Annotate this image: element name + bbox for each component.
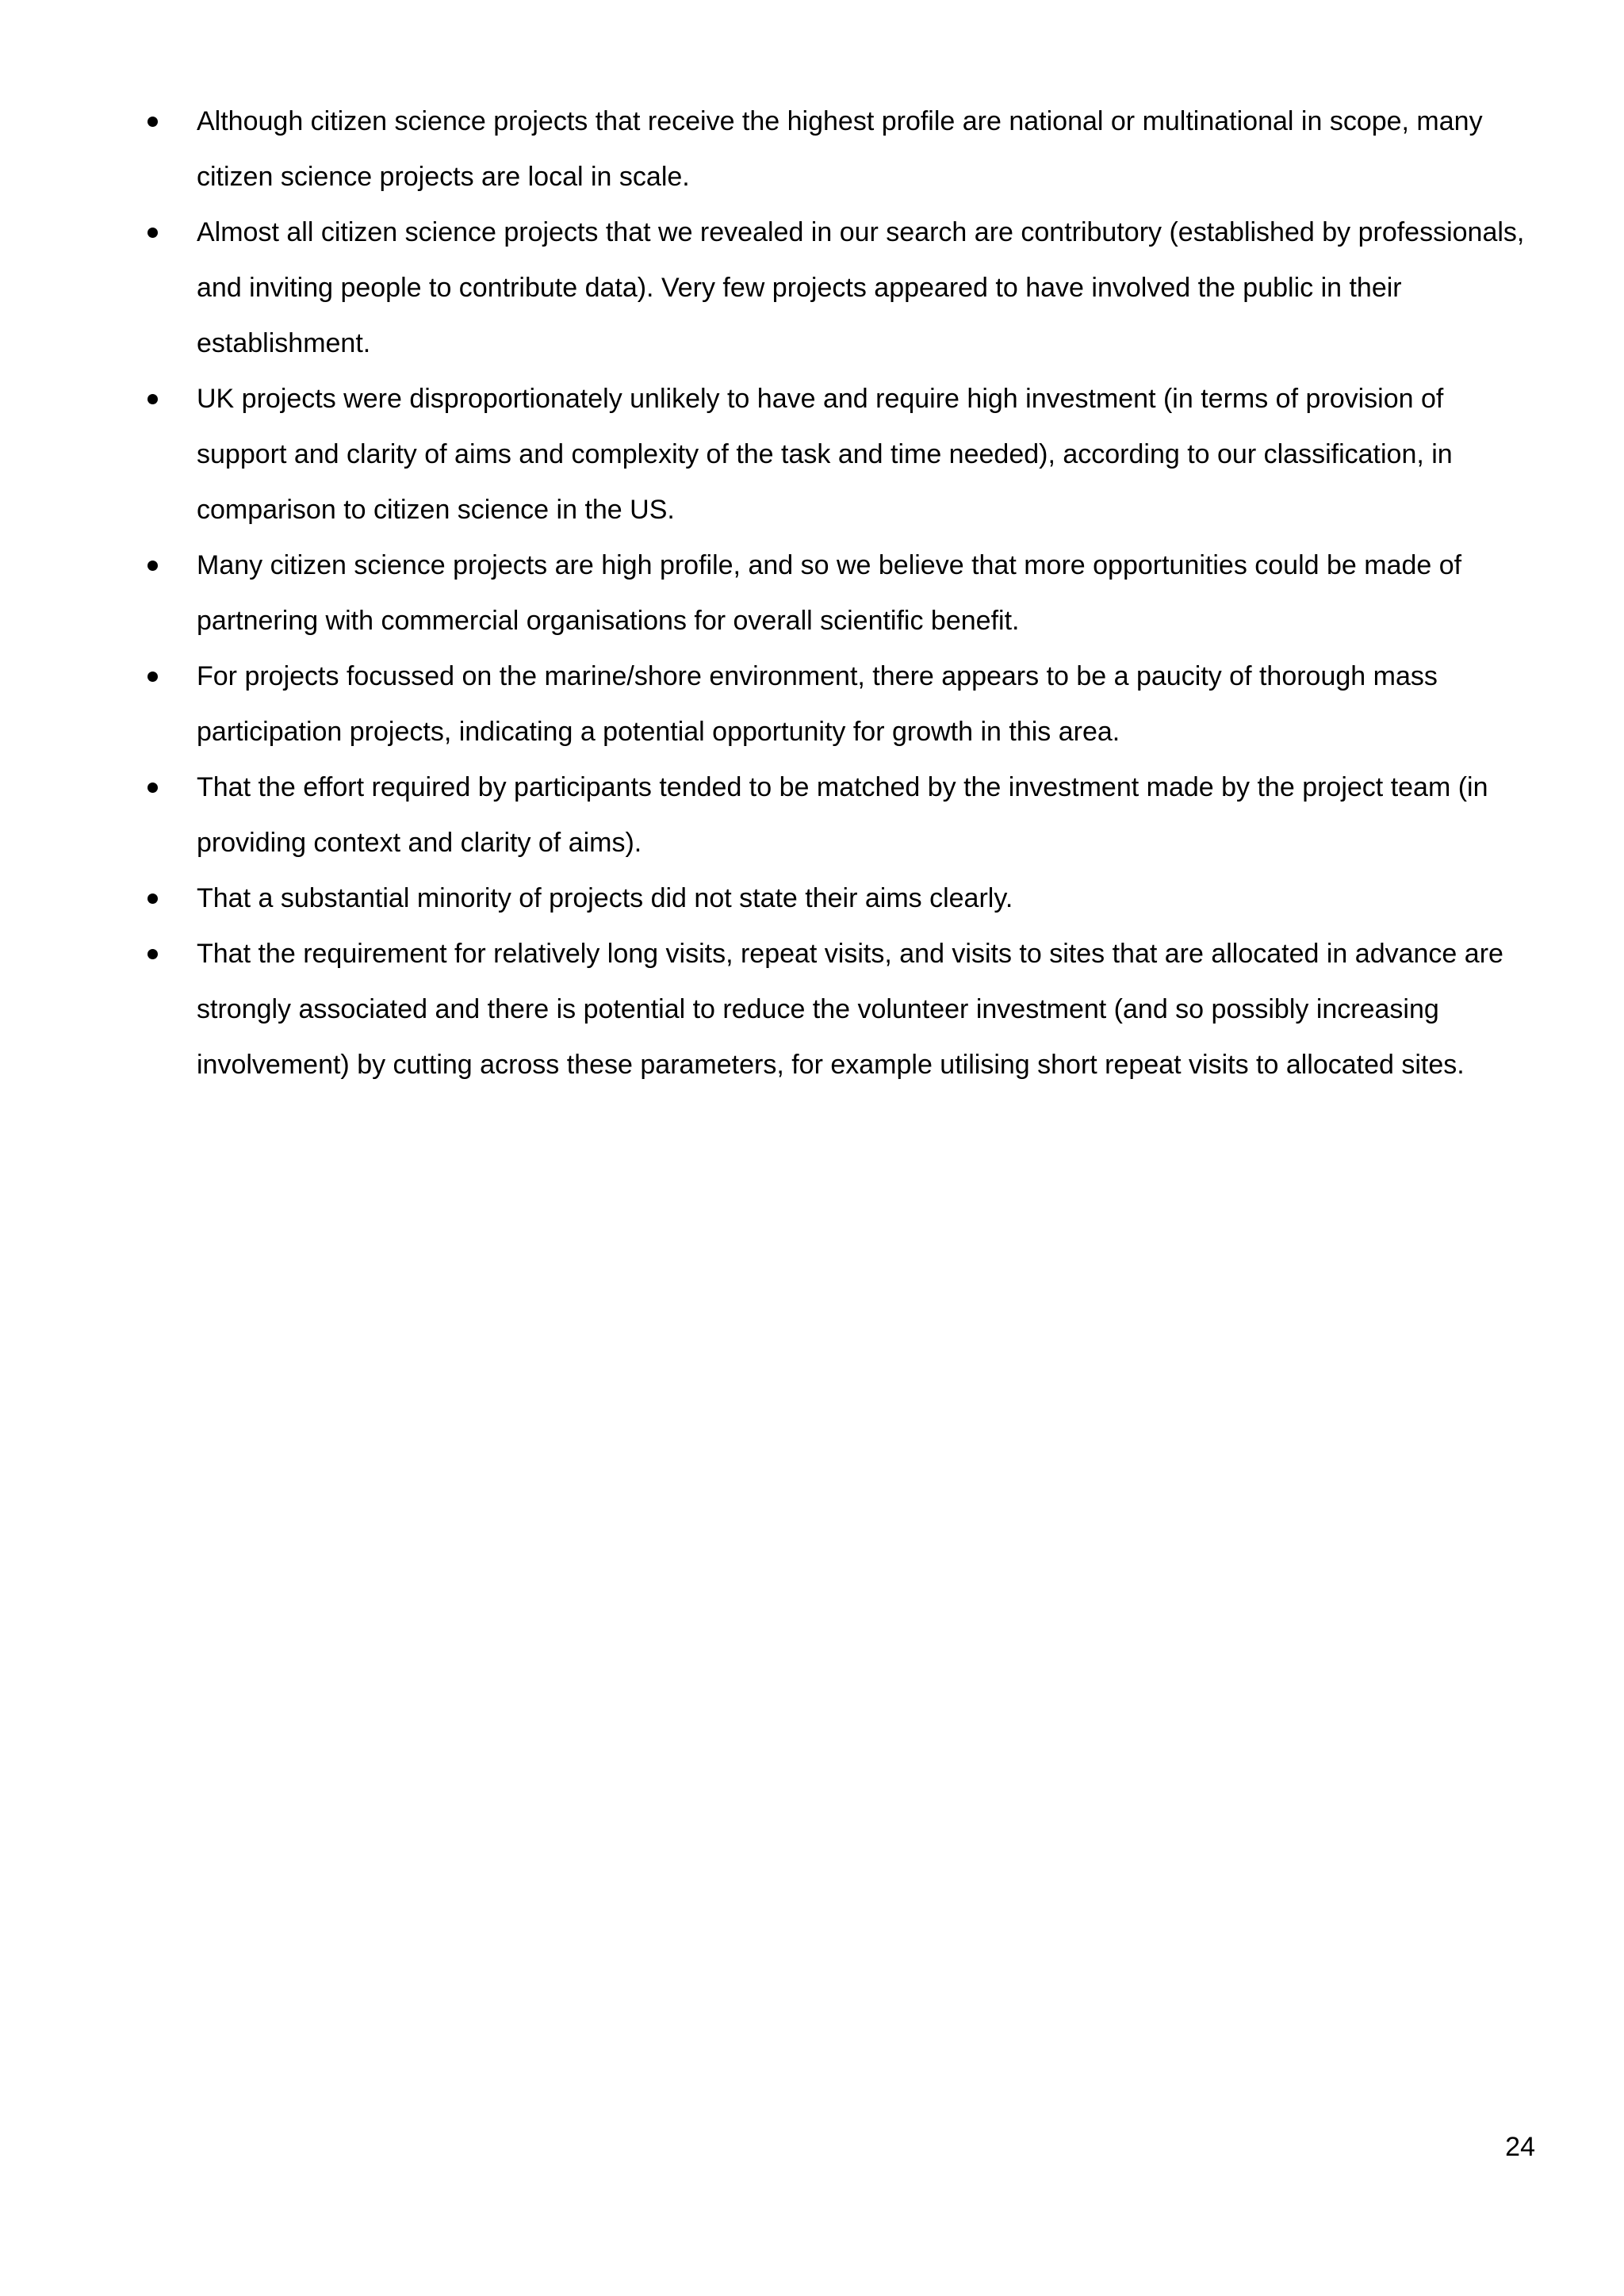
bullet-text: Many citizen science projects are high profile, and so we believe that more opportunities could be made of partnering with commercial organisations for overall scientific benefit. — [197, 550, 1462, 636]
bullet-icon — [147, 672, 158, 682]
bullet-item — [147, 371, 1535, 538]
bullet-text: That the requirement for relatively long visits, repeat visits, and visits to sites that are allocated in advance are strongly associated and there is potential to reduce the volunteer investment (and so possibly increasing involvement) by cutting across these parameters, for example utilising short repeat visits to allocated sites. — [197, 939, 1503, 1080]
bullet-icon — [147, 228, 158, 238]
bullet-text: For projects focussed on the marine/shore environment, there appears to be a paucity of thorough mass participation projects, indicating a potential opportunity for growth in this area. — [197, 661, 1438, 747]
bullet-icon — [147, 894, 158, 904]
page-number: 24 — [1505, 2132, 1535, 2162]
bullet-icon — [147, 783, 158, 793]
bullet-item — [147, 649, 1535, 760]
bullet-icon — [147, 394, 158, 404]
bullet-text: Although citizen science projects that receive the highest profile are national or multinational in scope, many citizen science projects are local in scale. — [197, 106, 1483, 192]
bullet-text: UK projects were disproportionately unlikely to have and require high investment (in terms of provision of support and clarity of aims and complexity of the task and time needed), according to our classification, in comparison to citizen science in the US. — [197, 384, 1453, 525]
bullet-text: Almost all citizen science projects that we revealed in our search are contributory (established by professionals, and inviting people to contribute data). Very few projects appeared to have involved the public in their establishment. — [197, 217, 1525, 358]
bullet-item — [147, 926, 1535, 1093]
bullet-icon — [147, 117, 158, 127]
bullet-item — [147, 760, 1535, 871]
bullet-icon — [147, 949, 158, 959]
bullet-item — [147, 205, 1535, 371]
bullet-item — [147, 538, 1535, 649]
bullet-item — [147, 94, 1535, 205]
findings-bullet-list — [147, 94, 1535, 1093]
bullet-text: That a substantial minority of projects did not state their aims clearly. — [197, 883, 1013, 913]
bullet-item — [147, 871, 1535, 926]
bullet-text: That the effort required by participants tended to be matched by the investment made by the project team (in providing context and clarity of aims). — [197, 772, 1488, 858]
bullet-icon — [147, 561, 158, 571]
